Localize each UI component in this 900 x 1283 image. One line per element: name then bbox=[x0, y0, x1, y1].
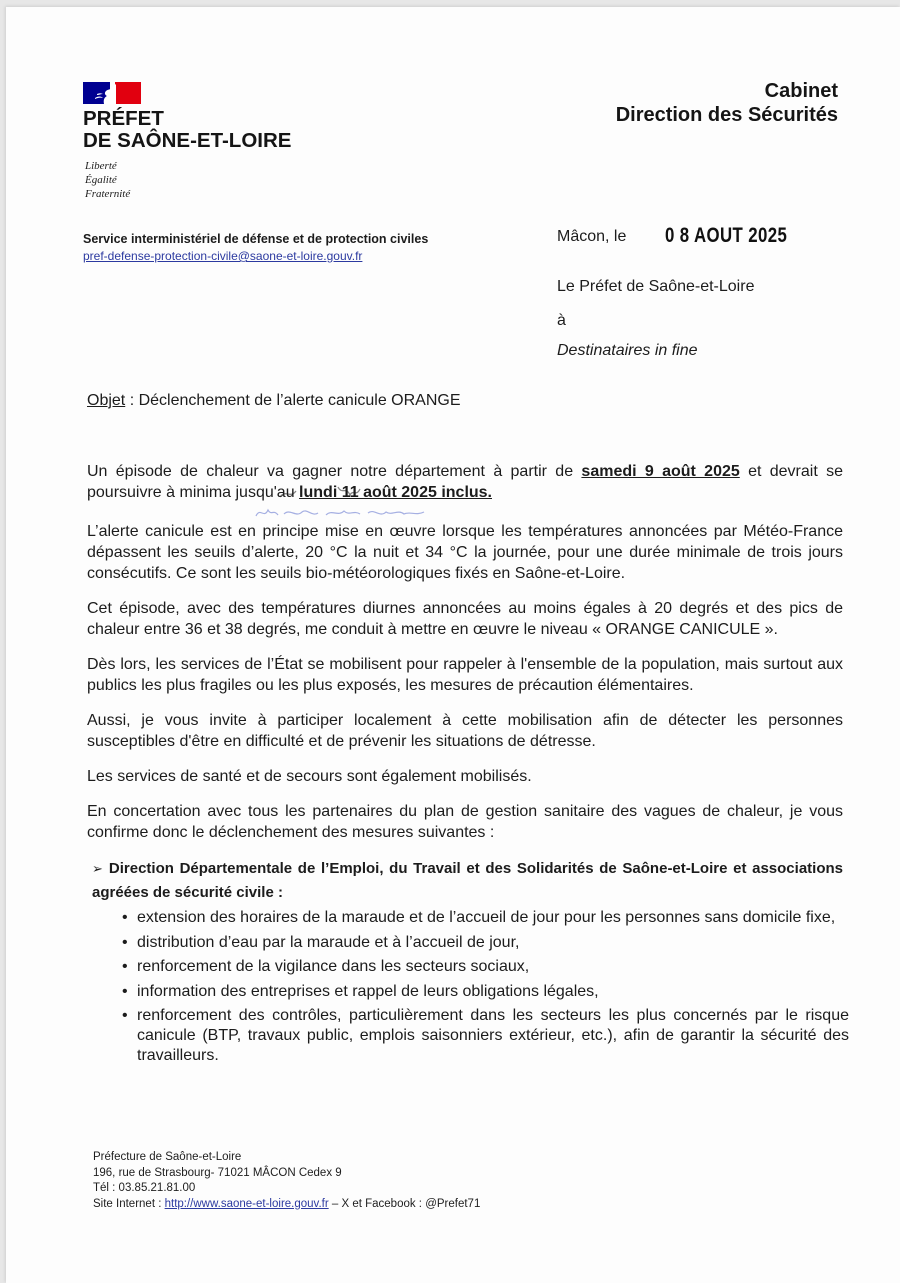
list-item: • renforcement des contrôles, particulièrement dans les secteurs les plus concernés par le risque canicule (BTP, travaux public, emplois saisonniers extérieur, etc.), afin de garantir la sécurité des travailleurs. bbox=[137, 1006, 849, 1066]
paragraph-episode: Cet épisode, avec des températures diurnes annoncées au moins égales à 20 degrés et des pics de chaleur entre 36 et 38 degrés, me conduit à mettre en œuvre le niveau « ORANGE CANICULE ». bbox=[87, 600, 843, 638]
subject-text: : Déclenchement de l’alerte canicule ORANGE bbox=[125, 392, 461, 409]
date-stamp: 0 8 AOUT 2025 bbox=[665, 224, 788, 247]
letter-body bbox=[87, 461, 849, 1071]
paragraph-thresholds: L’alerte canicule est en principe mise en œuvre lorsque les températures annoncées par Météo-France dépassent les seuils d’alerte, 20 °C la nuit et 34 °C la journée, pour une durée minimale de trois jours consécutifs. Ce sont les seuils bio-météorologiques fixés en Saône-et-Loire. bbox=[87, 523, 843, 582]
subject-line bbox=[87, 390, 461, 411]
office-direction: Direction des Sécurités bbox=[615, 104, 838, 126]
paragraph-health-services: Les services de santé et de secours sont également mobilisés. bbox=[87, 768, 532, 785]
intro-text-1: Un épisode de chaleur va gagner notre département à partir de bbox=[87, 463, 582, 480]
footer-web-line bbox=[93, 1197, 480, 1213]
footer-phone: Tél : 03.85.21.81.00 bbox=[93, 1182, 196, 1194]
footer-site-link[interactable]: http://www.saone-et-loire.gouv.fr bbox=[164, 1197, 329, 1210]
addressing-from: Le Préfet de Saône-et-Loire bbox=[557, 278, 755, 295]
addressing-recipients: Destinataires in fine bbox=[557, 342, 698, 359]
paragraph-invitation: Aussi, je vous invite à participer localement à cette mobilisation afin de détecter les personnes susceptibles d'être en difficulté et de prévenir les situations de détresse. bbox=[87, 712, 843, 750]
footer-site-label: Site Internet : bbox=[93, 1197, 165, 1210]
date-place-label: Mâcon, le bbox=[557, 228, 627, 245]
list-item: • renforcement de la vigilance dans les secteurs sociaux, bbox=[137, 957, 849, 977]
office-heading bbox=[616, 79, 838, 127]
letter-page bbox=[6, 7, 900, 1283]
prefecture-title bbox=[83, 108, 291, 152]
measures-heading bbox=[92, 857, 843, 904]
motto-egalite: Égalité bbox=[85, 174, 117, 186]
intro-end-date: lundi 11 août 2025 inclus. bbox=[299, 484, 492, 501]
republic-motto bbox=[85, 159, 130, 201]
measures-list bbox=[137, 908, 849, 1066]
footer-address: 196, rue de Strasbourg- 71021 MÂCON Cedex 9 bbox=[93, 1166, 342, 1179]
sender-block bbox=[83, 231, 428, 264]
measures-heading-text: Direction Départementale de l’Emploi, du Travail et des Solidarités de Saône-et-Loire et associations agréées de sécurité civile : bbox=[92, 860, 843, 901]
motto-liberte: Liberté bbox=[85, 160, 117, 172]
addressing-to-word: à bbox=[557, 312, 566, 329]
paragraph-concertation: En concertation avec tous les partenaires du plan de gestion sanitaire des vagues de chaleur, je vous confirme donc le déclenchement des mesures suivantes : bbox=[87, 803, 843, 841]
motto-fraternite: Fraternité bbox=[85, 188, 131, 200]
footer-name: Préfecture de Saône-et-Loire bbox=[93, 1151, 242, 1163]
intro-paragraph bbox=[87, 461, 843, 503]
marianne-flag-logo-icon bbox=[83, 82, 141, 104]
footer-block bbox=[93, 1150, 480, 1212]
footer-social: – X et Facebook : @Prefet71 bbox=[328, 1197, 481, 1210]
list-item: • extension des horaires de la maraude et de l’accueil de jour pour les personnes sans domicile fixe, bbox=[137, 908, 849, 928]
prefet-line-2: DE SAÔNE-ET-LOIRE bbox=[83, 129, 292, 152]
arrow-bullet-icon: ➢ bbox=[92, 862, 103, 877]
sender-email-link[interactable]: pref-defense-protection-civile@saone-et-loire.gouv.fr bbox=[83, 249, 363, 263]
intro-text-2: et devrait se poursuivre à minima jusqu'au bbox=[87, 463, 843, 501]
office-cabinet: Cabinet bbox=[764, 80, 838, 102]
list-item: • distribution d’eau par la maraude et à l’accueil de jour, bbox=[137, 933, 849, 953]
prefet-line-1: PRÉFET bbox=[83, 107, 164, 130]
paragraph-state-services: Dès lors, les services de l’État se mobilisent pour rappeler à l'ensemble de la population, mais surtout aux publics les plus fragiles ou les plus exposés, les mesures de précaution élémentaires. bbox=[87, 656, 843, 694]
sender-service: Service interministériel de défense et de protection civiles bbox=[83, 232, 429, 246]
subject-label: Objet bbox=[87, 392, 126, 409]
intro-start-date: samedi 9 août 2025 bbox=[581, 463, 740, 480]
list-item: • information des entreprises et rappel de leurs obligations légales, bbox=[137, 982, 849, 1002]
